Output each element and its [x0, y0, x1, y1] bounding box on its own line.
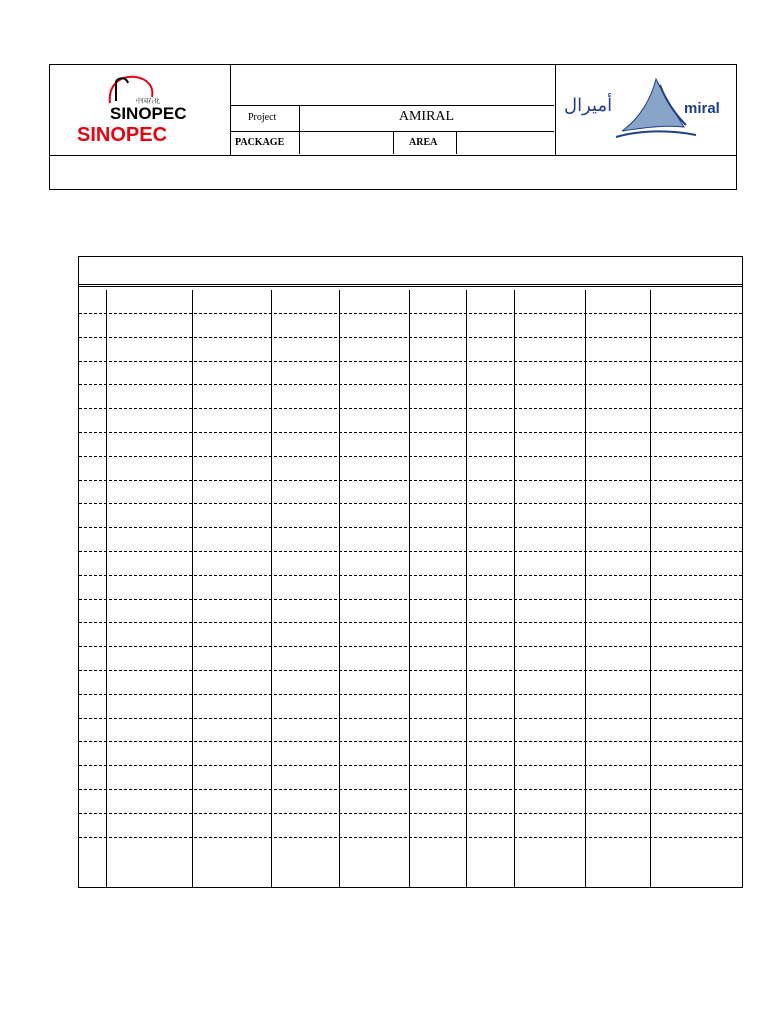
sinopec-logo-top-text: SINOPEC: [110, 104, 187, 123]
table-row: [79, 456, 742, 457]
table-row: [79, 813, 742, 814]
table-row: [79, 575, 742, 576]
project-label: Project: [248, 112, 277, 123]
amiral-logo: [556, 65, 737, 155]
amiral-logo-text: miral: [684, 100, 720, 117]
table-row: [79, 837, 742, 838]
table-row: [79, 408, 742, 409]
table-row: [79, 313, 742, 314]
sinopec-logo-chinese-text: 中国石化: [136, 98, 161, 105]
table-column-divider: [409, 290, 410, 887]
table-row: [79, 384, 742, 385]
table-title-row: [79, 257, 742, 287]
document-header: [49, 64, 737, 190]
table-column-divider: [514, 290, 515, 887]
table-column-divider: [192, 290, 193, 887]
table-column-divider: [650, 290, 651, 887]
table-row: [79, 503, 742, 504]
area-label: AREA: [409, 137, 438, 148]
table-column-divider: [466, 290, 467, 887]
project-value: AMIRAL: [398, 109, 455, 124]
table-row: [79, 480, 742, 481]
sinopec-logo: [50, 65, 231, 155]
table-row: [79, 622, 742, 623]
sinopec-logo-cell: [50, 65, 231, 155]
table-column-divider: [585, 290, 586, 887]
table-row: [79, 646, 742, 647]
table-row: [79, 527, 742, 528]
table-row: [79, 765, 742, 766]
table-row: [79, 741, 742, 742]
table-row: [79, 551, 742, 552]
table-row: [79, 361, 742, 362]
amiral-logo-cell: [555, 65, 736, 155]
table-row: [79, 694, 742, 695]
sinopec-logo-text: SINOPEC: [77, 124, 168, 146]
table-row: [79, 670, 742, 671]
table-row: [79, 789, 742, 790]
table-row: [79, 337, 742, 338]
data-table: [78, 256, 743, 888]
amiral-logo-arabic-text: أميرال: [564, 95, 613, 116]
table-column-divider: [339, 290, 340, 887]
table-row: [79, 718, 742, 719]
header-bottom-band: [50, 155, 736, 189]
project-info-cell: [231, 65, 555, 155]
table-column-divider: [271, 290, 272, 887]
package-label: PACKAGE: [235, 137, 285, 148]
table-row: [79, 599, 742, 600]
table-row: [79, 432, 742, 433]
table-column-divider: [106, 290, 107, 887]
